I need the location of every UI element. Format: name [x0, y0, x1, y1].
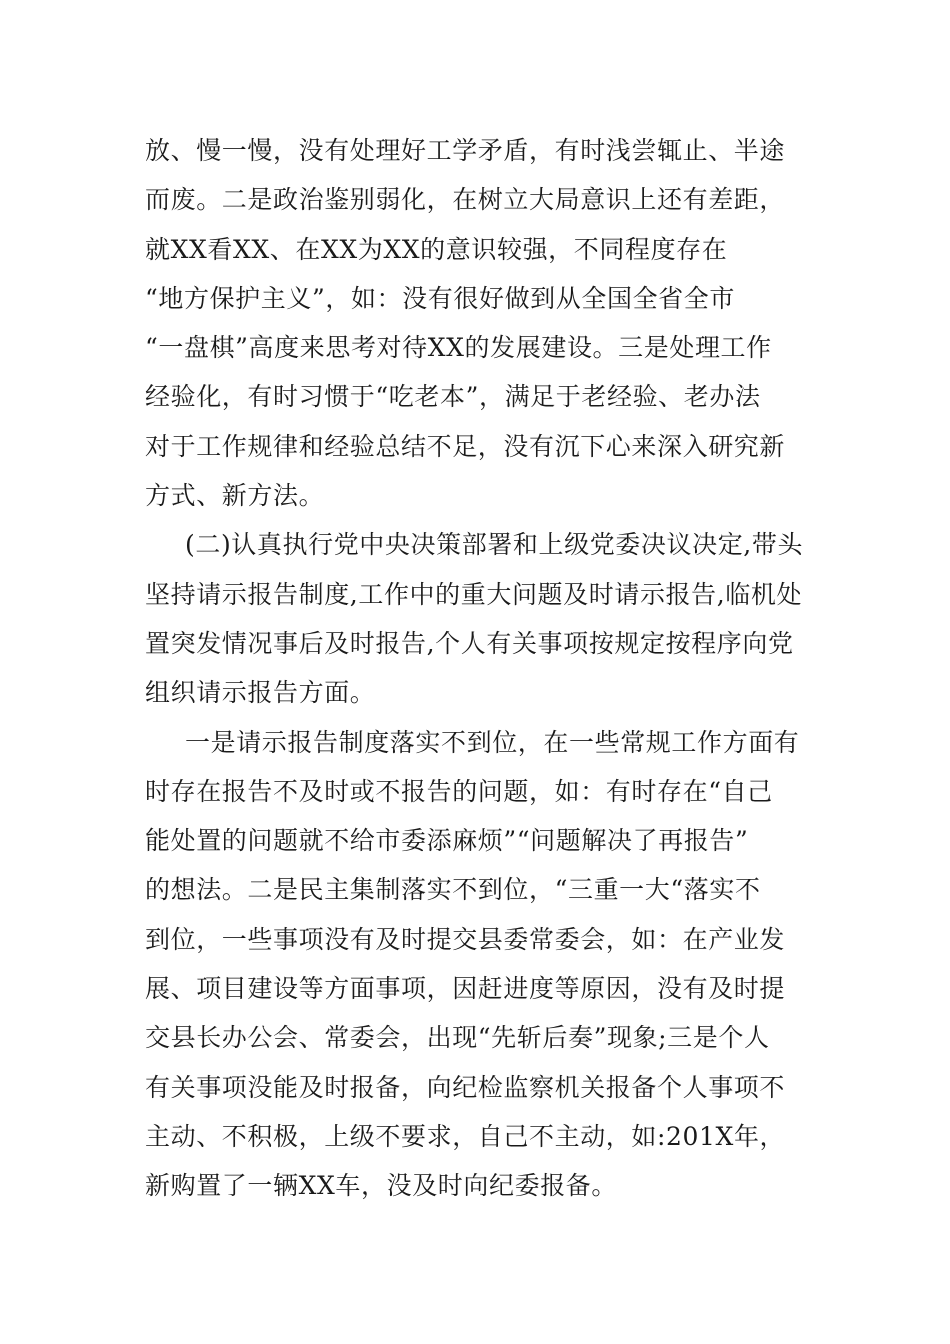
text-line: 到位，一些事项没有及时提交县委常委会，如：在产业发 — [145, 924, 786, 954]
text-line: “一盘棋”高度来思考对待XX的发展建设。三是处理工作 — [145, 333, 772, 363]
text-line: 而废。二是政治鉴别弱化，在树立大局意识上还有差距， — [145, 185, 786, 215]
text-line: 新购置了一辆XX车，没及时向纪委报备。 — [145, 1171, 617, 1201]
text-line: 展、项目建设等方面事项，因赶进度等原因，没有及时提 — [145, 974, 786, 1004]
text-line: 交县长办公会、常委会，出现“先斩后奏”现象;三是个人 — [145, 1023, 770, 1053]
section-heading-line: 置突发情况事后及时报告,个人有关事项按规定按程序向党 — [145, 628, 794, 658]
text-line: 放、慢一慢，没有处理好工学矛盾，有时浅尝辄止、半途 — [145, 136, 786, 165]
text-line: 对于工作规律和经验总结不足，没有沉下心来深入研究新 — [145, 431, 786, 461]
text-line: “地方保护主义”，如：没有很好做到从全国全省全市 — [145, 283, 735, 313]
document-body — [145, 126, 810, 1211]
text-line: 方式、新方法。 — [145, 481, 325, 511]
text-line: 一是请示报告制度落实不到位，在一些常规工作方面有 — [185, 727, 800, 757]
text-line: 的想法。二是民主集制落实不到位，“三重一大“落实不 — [145, 875, 761, 905]
section-heading-line: (二)认真执行党中央决策部署和上级党委决议决定,带头 — [185, 530, 804, 560]
section-heading-line: 坚持请示报告制度,工作中的重大问题及时请示报告,临机处 — [145, 579, 803, 609]
text-line: 主动、不积极，上级不要求，自己不主动，如:201X年， — [145, 1121, 786, 1151]
text-line: 经验化，有时习惯于“吃老本”，满足于老经验、老办法 — [145, 382, 761, 412]
section-heading-line: 组织请示报告方面。 — [145, 678, 376, 708]
text-line: 时存在报告不及时或不报告的问题，如：有时存在“自己 — [145, 776, 773, 806]
text-line: 能处置的问题就不给市委添麻烦”“问题解决了再报告” — [145, 826, 749, 856]
text-line: 就XX看XX、在XX为XX的意识较强，不同程度存在 — [145, 234, 728, 264]
text-line: 有关事项没能及时报备，向纪检监察机关报备个人事项不 — [145, 1072, 786, 1102]
